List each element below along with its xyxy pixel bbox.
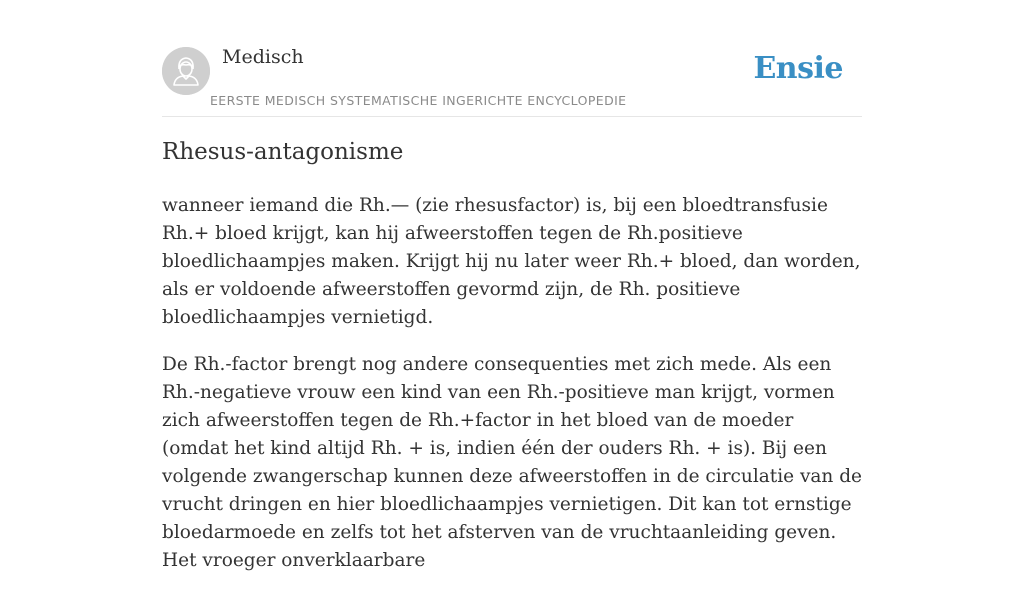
- article-body: [162, 192, 864, 594]
- article-title: Rhesus-antagonisme: [162, 139, 404, 165]
- source-title[interactable]: Medisch: [222, 46, 304, 68]
- source-avatar[interactable]: [162, 47, 210, 95]
- source-header: [162, 46, 862, 117]
- source-subtitle: EERSTE MEDISCH SYSTEMATISCHE INGERICHTE ENCYCLOPEDIE: [210, 93, 627, 108]
- user-icon: [162, 47, 210, 95]
- ensie-logo[interactable]: Ensie: [753, 51, 843, 86]
- article-paragraph: wanneer iemand die Rh.— (zie rhesusfactor) is, bij een bloedtransfusie Rh.+ bloed krijgt, kan hij afweerstoffen tegen de Rh.positieve bloedlichaampjes maken. Krijgt hij nu later weer Rh.+ bloed, dan worden, als er voldoende afweerstoffen gevormd zijn, de Rh. positieve bloedlichaampjes vernietigd.: [162, 195, 861, 328]
- article-paragraph: De Rh.-factor brengt nog andere consequenties met zich mede. Als een Rh.-negatieve vrouw een kind van een Rh.-positieve man krijgt, vormen zich afweerstoffen tegen de Rh.+factor in het bloed van de moeder (omdat het kind altijd Rh. + is, indien één der ouders Rh. + is). Bij een volgende zwangerschap kunnen deze afweerstoffen in de circulatie van de vrucht dringen en hier bloedlichaampjes vernietigen. Dit kan tot ernstige bloedarmoede en zelfs tot het afsterven van de vruchtaanleiding geven. Het vroeger onverklaarbare: [162, 354, 863, 571]
